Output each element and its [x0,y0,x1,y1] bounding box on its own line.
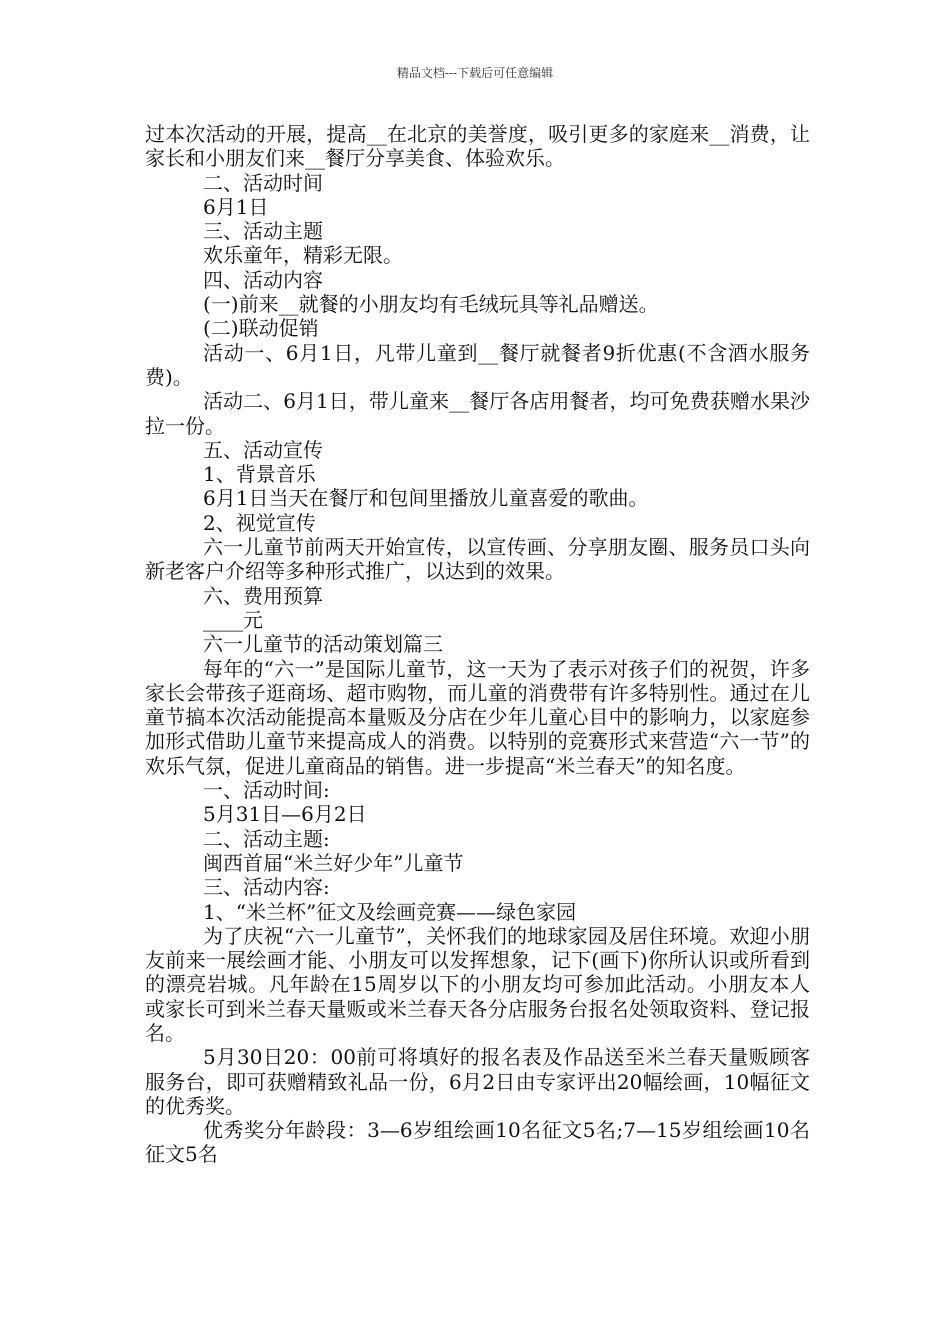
paragraph: ____元 [203,607,263,632]
paragraph: 5月30日20：00前可将填好的报名表及作品送至米兰春天量贩顾客服务台，即可获赠精致礼品一份，6月2日由专家评出20幅绘画，10幅征文的优秀奖。 [145,1045,810,1118]
paragraph: 一、活动时间: [203,778,330,803]
paragraph: 二、活动主题: [203,826,330,851]
paragraph: 6月1日 [203,194,269,219]
paragraph: 1、“米兰杯”征文及绘画竞赛——绿色家园 [203,899,577,924]
paragraph: 四、活动内容 [203,267,323,292]
paragraph: 闽西首届“米兰好少年”儿童节 [203,850,464,875]
paragraph: 活动二、6月1日，带儿童来__餐厅各店用餐者，均可免费获赠水果沙拉一份。 [145,389,810,438]
paragraph: 三、活动内容: [203,875,330,900]
paragraph: (二)联动促销 [203,316,319,341]
page-header: 精品文档---下载后可任意编辑 [396,66,554,80]
paragraph: 过本次活动的开展，提高__在北京的美誉度，吸引更多的家庭来__消费，让家长和小朋友们来__餐厅分享美食、体验欢乐。 [145,122,810,171]
paragraph: 2、视觉宣传 [203,510,316,535]
paragraph: 六一儿童节的活动策划篇三 [203,632,443,657]
paragraph: 每年的“六一”是国际儿童节，这一天为了表示对孩子们的祝贺，许多家长会带孩子逛商场、超市购物，而儿童的消费带有许多特别性。通过在儿童节搞本次活动能提高本量贩及分店在少年儿童心目中的影响力，以家庭参加形式借助儿童节来提高成人的消费。以特别的竞赛形式来营造“六一节”的欢乐气氛，促进儿童商品的销售。进一步提高“米兰春天”的知名度。 [145,656,810,778]
paragraph: 三、活动主题 [203,219,323,244]
paragraph: 六一儿童节前两天开始宣传，以宣传画、分享朋友圈、服务员口头向新老客户介绍等多种形式推广，以达到的效果。 [145,535,810,584]
paragraph: 欢乐童年，精彩无限。 [203,243,403,268]
paragraph: 六、费用预算 [203,583,323,608]
paragraph: 二、活动时间 [203,170,323,195]
paragraph: (一)前来__就餐的小朋友均有毛绒玩具等礼品赠送。 [203,292,659,317]
paragraph: 5月31日—6月2日 [203,802,367,827]
document-body [145,122,810,1167]
paragraph: 五、活动宣传 [203,437,323,462]
paragraph: 活动一、6月1日，凡带儿童到__餐厅就餐者9折优惠(不含酒水服务费)。 [145,340,810,389]
paragraph: 6月1日当天在餐厅和包间里播放儿童喜爱的歌曲。 [203,486,649,511]
paragraph: 1、背景音乐 [203,462,316,487]
paragraph: 为了庆祝“六一儿童节”，关怀我们的地球家园及居住环境。欢迎小朋友前来一展绘画才能、小朋友可以发挥想象，记下(画下)你所认识或所看到的漂亮岩城。凡年龄在15周岁以下的小朋友均可参加此活动。小朋友本人或家长可到米兰春天量贩或米兰春天各分店服务台报名处领取资料、登记报名。 [145,923,810,1045]
paragraph: 优秀奖分年龄段：3—6岁组绘画10名征文5名;7—15岁组绘画10名征文5名 [145,1118,810,1167]
